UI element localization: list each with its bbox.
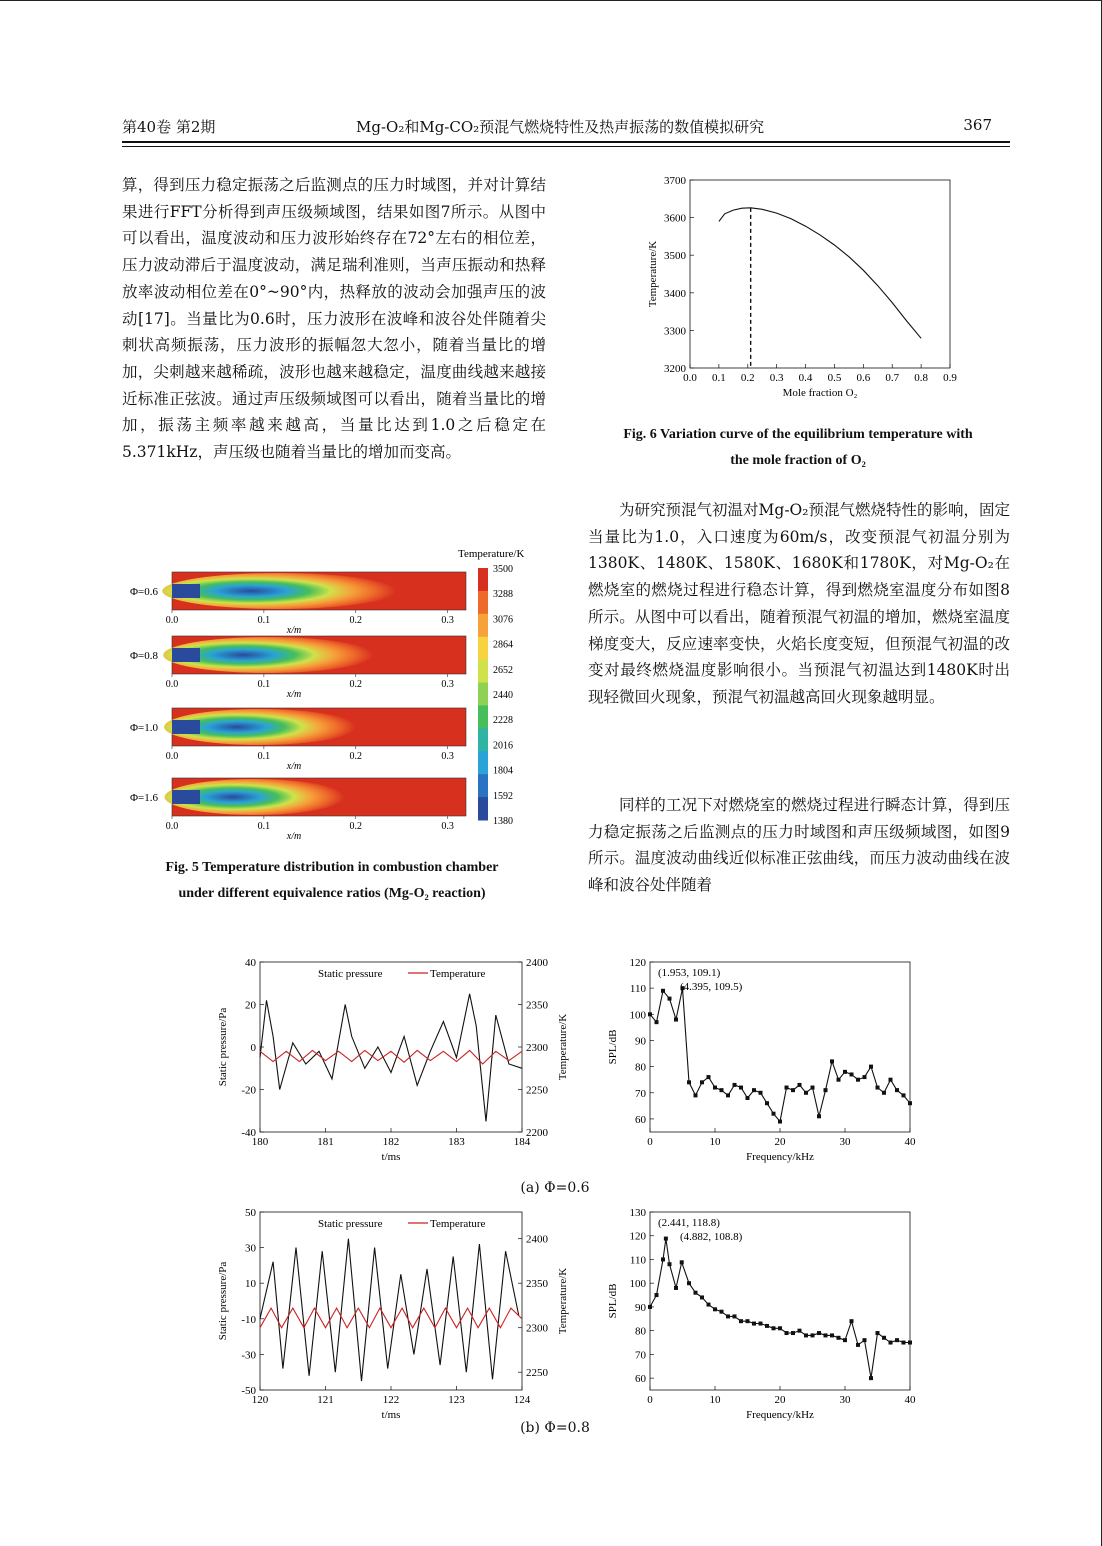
y-tick-label: -10 [241,1313,256,1326]
data-point [694,1093,698,1097]
data-point [837,1336,841,1340]
x-tick-label: 30 [839,1394,851,1406]
data-point [778,1326,782,1330]
x-tick-label: 120 [251,1394,269,1406]
x-tick-label: 0.1 [712,372,726,384]
data-point [908,1101,912,1105]
data-point [674,1286,678,1290]
data-point [733,1083,737,1087]
colorbar-tick-label: 2440 [493,690,513,701]
figure7b-subcaption: (b) Φ=0.8 [520,1420,590,1436]
colorbar-swatch [478,797,488,820]
y2-tick-label: 2350 [526,999,548,1012]
data-point [668,1262,672,1266]
legend-static-pressure: Static pressure [318,1218,383,1230]
x-tick-label: 123 [448,1394,465,1406]
data-point [739,1086,743,1090]
colorbar-tick-label: 2864 [493,639,513,651]
data-point [804,1091,808,1095]
legend-temperature: Temperature [430,968,486,980]
data-point [655,1020,659,1024]
figure6-chart [620,165,980,415]
y-tick-label: 60 [635,1373,646,1386]
data-point [759,1091,763,1095]
x-tick-label: 0 [647,1394,653,1406]
legend-static-pressure: Static pressure [318,968,383,980]
data-point [902,1093,906,1097]
y-tick-label: 40 [245,957,256,969]
data-point [837,1078,841,1082]
y-tick-label: 110 [629,983,646,996]
data-point [674,1018,678,1022]
x-tick-label: 0.2 [349,821,362,832]
y-tick-label: 20 [245,999,256,1012]
x-tick-label: 0.0 [165,751,179,762]
running-title: Mg-O₂和Mg-CO₂预混气燃烧特性及热声振荡的数值模拟研究 [356,118,765,136]
y-axis-label: Temperature/K [647,240,659,308]
plot-frame [260,962,522,1132]
data-point [824,1088,828,1092]
data-point [804,1333,808,1337]
colorbar-swatch [478,568,488,591]
series-line [650,1239,910,1379]
left-paragraph-1: 算，得到压力稳定振荡之后监测点的压力时域图，并对计算结果进行FFT分析得到声压级频域图，结果如图7所示。从图中可以看出，温度波动和压力波形始终存在72°左右的相位差，压力波动滞后于温度波动，满足瑞利准则，当声压振动和热释放率波动相位差在0°~90°内，热释放的波动会加强声压的波动[17]。当量比为0.6时，压力波形在波峰和波谷处伴随着尖刺状高频振荡，压力波形的振幅忽大忽小，随着当量比的增加，尖刺越来越稀疏，波形也越来越稳定，温度曲线越来越接近标准正弦波。通过声压级频域图可以看出，随着当量比的增加，振荡主频率越来越高，当量比达到1.0之后稳定在5.371kHz，声压级也随着当量比的增加而变高。 [122,176,546,462]
page-frame-top [0,0,1102,1]
colorbar-tick-label: 2228 [493,715,513,727]
x-axis-label: t/ms [381,1409,401,1421]
data-point [817,1331,821,1335]
y-tick-label: 120 [629,1230,646,1243]
data-point [882,1336,886,1340]
data-point [869,1376,873,1380]
x-axis-label: x/m [286,761,302,772]
data-point [811,1333,815,1337]
x-tick-label: 30 [839,1136,851,1148]
data-point [759,1322,763,1326]
x-tick-label: 20 [774,1136,786,1148]
data-point [752,1322,756,1326]
data-point [785,1086,789,1090]
data-point [707,1075,711,1079]
colorbar-tick-label: 1380 [493,816,513,827]
colorbar-swatch [478,751,488,774]
x-tick-label: 10 [709,1394,721,1406]
y-tick-label: -40 [241,1127,256,1139]
header-rule-thin [122,146,1010,147]
figure7b-frequency-chart [595,1202,925,1427]
y2-tick-label: 2350 [526,1278,548,1291]
data-point [856,1078,860,1082]
y-tick-label: 100 [629,1009,646,1022]
data-point [694,1291,698,1295]
phi-label: Φ=1.6 [130,792,158,804]
y-tick-label: -20 [241,1084,256,1097]
y-tick-label: -50 [241,1385,256,1397]
x-tick-label: 0.0 [165,615,179,626]
y-tick-label: 70 [635,1087,646,1100]
x-axis-label: x/m [286,689,302,700]
y-axis-label: SPL/dB [607,1283,619,1319]
data-point [791,1088,795,1092]
data-point [739,1319,743,1323]
y-tick-label: 3300 [664,325,686,338]
data-point [889,1078,893,1082]
y-axis-label: Static pressure/Pa [217,1007,229,1087]
phi-label: Φ=0.8 [130,650,158,662]
y-tick-label: 3700 [664,175,686,187]
right-paragraph-2: 同样的工况下对燃烧室的燃烧过程进行瞬态计算，得到压力稳定振荡之后监测点的压力时域图和声压级频域图，如图9所示。温度波动曲线近似标准正弦曲线，而压力波动曲线在波峰和波谷处伴随着 [588,796,1010,895]
data-point [772,1326,776,1330]
data-point [785,1331,789,1335]
colorbar-swatch [478,705,488,728]
colorbar-tick-label: 1592 [493,790,513,802]
y2-tick-label: 2200 [526,1127,548,1139]
y2-tick-label: 2250 [526,1367,548,1380]
x-axis-label: x/m [286,625,302,636]
x-tick-label: 124 [513,1394,531,1406]
colorbar-swatch [478,774,488,797]
data-point [765,1324,769,1328]
data-point [830,1059,834,1063]
data-point [850,1072,854,1076]
x-tick-label: 121 [317,1394,334,1406]
data-point [863,1338,867,1342]
y-tick-label: 130 [629,1207,646,1219]
data-point [707,1303,711,1307]
peak-annotation-2: (4.395, 109.5) [680,981,743,993]
volume-issue: 第40卷 第2期 [122,118,216,136]
data-point [648,1305,652,1309]
colorbar-tick-label: 3288 [493,589,513,601]
x-tick-label: 10 [709,1136,721,1148]
data-point [876,1331,880,1335]
data-point [863,1075,867,1079]
colorbar-swatch [478,660,488,683]
data-point [687,1281,691,1285]
data-point [752,1088,756,1092]
x-tick-label: 182 [382,1136,400,1148]
colorbar-swatch [478,728,488,751]
data-point [655,1293,659,1297]
data-point [687,1080,691,1084]
y-axis-label: Static pressure/Pa [217,1261,229,1341]
x-tick-label: 183 [448,1136,465,1148]
x-tick-label: 0.4 [798,372,813,384]
data-point [830,1333,834,1337]
figure5-caption [122,855,542,907]
x-tick-label: 0.0 [683,372,697,384]
figure6-caption [588,422,1008,474]
data-point [726,1314,730,1318]
data-point [648,1012,652,1016]
inlet-jet [172,720,200,734]
x-tick-label: 0.2 [349,679,362,690]
colorbar-tick-label: 1804 [493,765,513,777]
data-point [668,997,672,1001]
data-point [843,1070,847,1074]
x-tick-label: 181 [317,1136,334,1148]
legend-temperature: Temperature [430,1218,486,1230]
series-line [719,208,921,338]
x-tick-label: 0.1 [257,751,271,762]
y-tick-label: 70 [635,1349,646,1362]
x-tick-label: 0.7 [885,372,900,384]
x-tick-label: 0.9 [943,372,957,384]
y-tick-label: 3500 [664,250,686,263]
plot-frame [260,1212,522,1390]
x-tick-label: 0.2 [740,372,755,384]
y-tick-label: 50 [245,1207,256,1219]
data-point [882,1091,886,1095]
peak-annotation-1: (1.953, 109.1) [658,967,721,979]
x-tick-label: 0.3 [769,372,784,384]
data-point [713,1086,717,1090]
inlet-jet [172,584,200,598]
data-point [895,1338,899,1342]
data-point [746,1096,750,1100]
x-tick-label: 0.1 [257,821,271,832]
data-point [765,1101,769,1105]
colorbar-tick-label: 3500 [493,564,513,575]
data-point [798,1083,802,1087]
data-point [798,1329,802,1333]
x-tick-label: 0.5 [827,372,842,384]
x-tick-label: 0.3 [441,615,454,626]
figure5-caption-line1: Fig. 5 Temperature distribution in combustion chamber [165,860,499,875]
figure5-caption-line2: under different equivalence ratios (Mg-O₂ reaction) [178,886,486,901]
x-tick-label: 0.6 [856,372,871,384]
data-point [850,1319,854,1323]
data-point [700,1295,704,1299]
x-tick-label: 0.0 [165,679,179,690]
y2-tick-label: 2300 [526,1042,548,1054]
x-tick-label: 0.8 [914,372,928,384]
series-line [260,1308,522,1328]
data-point [713,1307,717,1311]
x-axis-label: t/ms [381,1151,401,1163]
y-tick-label: -30 [241,1349,256,1362]
x-tick-label: 40 [904,1394,916,1406]
colorbar-swatch [478,614,488,637]
y-tick-label: 10 [245,1278,256,1291]
data-point [661,1257,665,1261]
x-tick-label: 184 [513,1136,531,1148]
x-tick-label: 20 [774,1394,786,1406]
colorbar-swatch [478,637,488,660]
figure5-contour-plots [120,540,550,852]
peak-annotation-1: (2.441, 118.8) [658,1217,720,1229]
inlet-jet [172,648,200,662]
y-tick-label: 3600 [664,212,686,225]
figure7b-time-chart [210,1202,590,1427]
data-point [843,1338,847,1342]
y2-axis-label: Temperature/K [557,1267,569,1335]
series-line [650,988,910,1121]
y-tick-label: 3200 [664,363,686,375]
data-point [817,1114,821,1118]
data-point [902,1341,906,1345]
page-number: 367 [963,116,992,134]
y-tick-label: 80 [635,1061,646,1074]
colorbar-swatch [478,591,488,614]
x-axis-label: Frequency/kHz [746,1409,814,1421]
y-tick-label: 80 [635,1325,646,1338]
y2-tick-label: 2400 [526,1233,548,1246]
figure7a-subcaption: (a) Φ=0.6 [520,1180,590,1196]
data-point [824,1333,828,1337]
plot-frame [690,180,950,368]
peak-annotation-2: (4.882, 108.8) [680,1231,743,1243]
y2-axis-label: Temperature/K [557,1013,569,1081]
data-point [726,1093,730,1097]
x-tick-label: 0.1 [257,679,271,690]
data-point [895,1088,899,1092]
y-tick-label: 100 [629,1278,646,1291]
data-point [811,1086,815,1090]
y-tick-label: 0 [250,1042,256,1054]
y-tick-label: 90 [635,1035,646,1048]
y2-tick-label: 2300 [526,1322,548,1335]
figure6-caption-line2: the mole fraction of O₂ [730,453,866,468]
colorbar-title: Temperature/K [458,548,525,560]
data-point [908,1341,912,1345]
colorbar-tick-label: 2652 [493,664,513,676]
x-tick-label: 0.2 [349,615,362,626]
data-point [661,989,665,993]
series-line [260,994,522,1122]
data-point [680,1260,684,1264]
x-tick-label: 0.1 [257,615,271,626]
header-rule-thick [122,141,1010,143]
data-point [876,1086,880,1090]
y-tick-label: 90 [635,1301,646,1314]
y-tick-label: 30 [245,1242,256,1255]
x-tick-label: 0 [647,1136,653,1148]
x-tick-label: 0.3 [441,679,454,690]
x-tick-label: 122 [382,1394,400,1406]
colorbar-tick-label: 3076 [493,614,513,626]
phi-label: Φ=0.6 [130,586,158,598]
y-axis-label: SPL/dB [607,1029,619,1065]
y-tick-label: 120 [629,957,646,969]
x-axis-label: Mole fraction O₂ [782,387,858,399]
data-point [869,1065,873,1069]
figure7a-time-chart [210,950,590,1175]
x-tick-label: 180 [251,1136,269,1148]
data-point [772,1112,776,1116]
x-tick-label: 0.0 [165,821,179,832]
x-tick-label: 0.3 [441,821,454,832]
data-point [733,1314,737,1318]
y2-tick-label: 2250 [526,1084,548,1097]
data-point [664,1237,668,1241]
y-tick-label: 60 [635,1113,646,1126]
running-header [122,116,992,138]
figure7a-frequency-chart [595,950,925,1175]
figure6-caption-line1: Fig. 6 Variation curve of the equilibrium temperature with [623,427,973,442]
x-tick-label: 40 [904,1136,916,1148]
x-tick-label: 0.2 [349,751,362,762]
data-point [720,1310,724,1314]
data-point [791,1331,795,1335]
data-point [778,1120,782,1124]
phi-label: Φ=1.0 [130,722,158,734]
right-paragraph-1: 为研究预混气初温对Mg-O₂预混气燃烧特性的影响，固定当量比为1.0，入口速度为60m/s，改变预混气初温分别为1380K、1480K、1580K、1680K和1780K，对Mg-O₂在燃烧室的燃烧过程进行稳态计算，得到燃烧室温度分布如图8所示。从图中可以看出，随着预混气初温的增加，燃烧室温度梯度变大，反应速率变快，火焰长度变短，但预混气初温的改变对最终燃烧温度影响很小。当预混气初温达到1480K时出现轻微回火现象，预混气初温越高回火现象越明显。 [588,501,1010,706]
colorbar-tick-label: 2016 [493,740,513,752]
x-axis-label: x/m [286,831,302,842]
inlet-jet [172,790,200,804]
y2-tick-label: 2400 [526,957,548,969]
y-tick-label: 110 [629,1254,646,1267]
colorbar-swatch [478,683,488,706]
data-point [746,1319,750,1323]
x-tick-label: 0.3 [441,751,454,762]
data-point [720,1088,724,1092]
data-point [856,1343,860,1347]
data-point [889,1341,893,1345]
series-line [260,1239,519,1381]
data-point [700,1080,704,1084]
x-axis-label: Frequency/kHz [746,1151,814,1163]
y-tick-label: 3400 [664,287,686,300]
